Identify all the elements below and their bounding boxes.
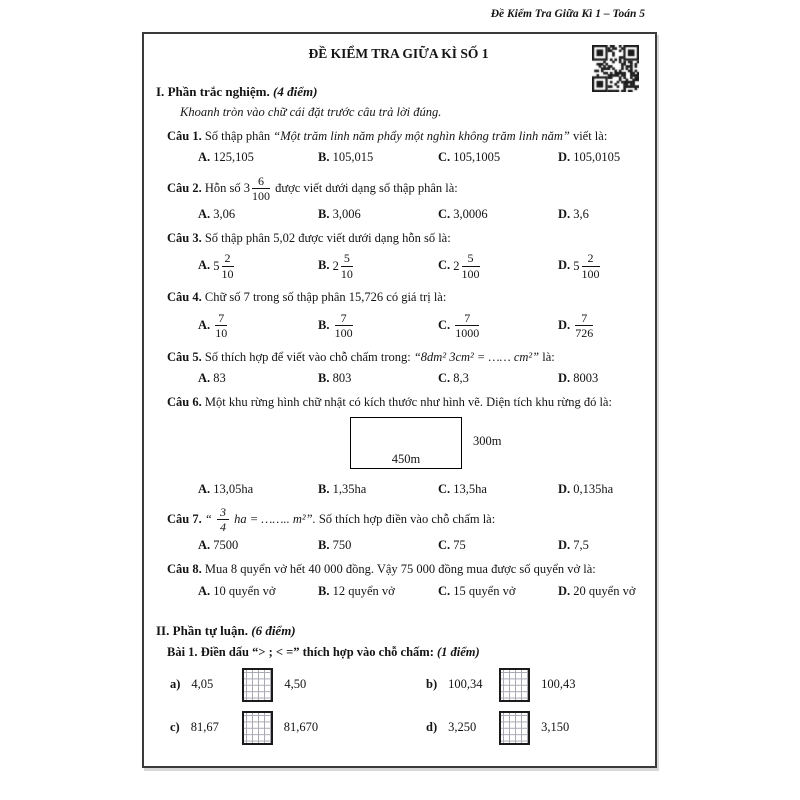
option-letter: A. bbox=[198, 150, 211, 165]
option-letter: A. bbox=[198, 317, 211, 332]
instruction-text: Khoanh tròn vào chữ cái đặt trước câu trả lời đúng. bbox=[180, 105, 442, 119]
mixed-number bbox=[332, 251, 355, 281]
option-value: 750 bbox=[332, 538, 352, 552]
exercise-1-items bbox=[170, 668, 641, 745]
right-value: 100,43 bbox=[541, 677, 576, 692]
question-1 bbox=[167, 128, 641, 166]
figure-width-label: 450m bbox=[391, 451, 421, 466]
denominator: 10 bbox=[221, 266, 234, 281]
denominator: 1000 bbox=[455, 326, 480, 341]
numerator: 3 bbox=[217, 506, 229, 521]
option-d bbox=[558, 583, 641, 599]
question-1-stem bbox=[167, 128, 641, 144]
question-8 bbox=[167, 561, 641, 599]
option-a bbox=[198, 370, 318, 386]
section-1-heading bbox=[156, 84, 641, 100]
option-c bbox=[438, 537, 558, 553]
page-header: Đề Kiểm Tra Giữa Kì 1 – Toán 5 bbox=[490, 8, 645, 20]
option-d bbox=[558, 206, 641, 222]
question-4 bbox=[167, 289, 641, 340]
compare-item-c bbox=[170, 711, 426, 745]
numerator: 7 bbox=[455, 312, 479, 327]
fraction bbox=[455, 312, 479, 340]
option-b bbox=[318, 206, 438, 222]
exercise-1-label: Bài 1. bbox=[167, 644, 198, 659]
option-value: 13,05ha bbox=[213, 481, 254, 496]
question-5-options bbox=[198, 370, 641, 386]
question-6-stem bbox=[167, 394, 641, 410]
question-1-options bbox=[198, 149, 641, 165]
item-key: c) bbox=[170, 720, 180, 735]
option-letter: D. bbox=[558, 583, 571, 598]
rectangle-figure bbox=[350, 417, 502, 469]
option-value: 13,5ha bbox=[453, 481, 487, 496]
option-letter: D. bbox=[558, 317, 571, 332]
option-letter: B. bbox=[318, 206, 330, 221]
section-2-numeral: II. bbox=[156, 622, 170, 638]
option-value: 3,0006 bbox=[453, 206, 488, 221]
numerator: 2 bbox=[582, 252, 600, 267]
option-letter: C. bbox=[438, 371, 451, 386]
compare-item-d bbox=[426, 711, 641, 745]
option-b bbox=[318, 149, 438, 165]
figure-wrapper bbox=[350, 417, 502, 469]
exercise-1-heading bbox=[167, 645, 641, 660]
mixed-number bbox=[243, 173, 272, 204]
test-sheet bbox=[142, 32, 657, 768]
item-key: d) bbox=[426, 720, 438, 735]
question-1-pre: Số thập phân bbox=[204, 129, 271, 143]
option-d bbox=[558, 311, 641, 341]
left-value: 81,67 bbox=[190, 720, 219, 735]
option-value: 3,006 bbox=[332, 206, 361, 221]
option-b bbox=[318, 481, 438, 497]
question-2 bbox=[167, 174, 641, 222]
exercise-1-points: (1 điểm) bbox=[437, 644, 480, 659]
question-7-mid: ha = …….. m²”. bbox=[234, 511, 316, 526]
question-8-label: Câu 8. bbox=[167, 562, 202, 577]
left-value: 100,34 bbox=[448, 677, 483, 692]
question-7-post: Số thích hợp điền vào chỗ chấm là: bbox=[318, 511, 496, 526]
option-letter: D. bbox=[558, 206, 571, 221]
denominator: 4 bbox=[219, 520, 226, 535]
question-2-label: Câu 2. bbox=[167, 180, 202, 195]
question-6 bbox=[167, 394, 641, 497]
question-8-stem bbox=[167, 561, 641, 577]
option-value: 105,0105 bbox=[573, 150, 621, 165]
option-letter: C. bbox=[438, 481, 451, 496]
whole-part: 3 bbox=[243, 181, 251, 196]
question-3-stem bbox=[167, 230, 641, 246]
fraction bbox=[341, 252, 353, 280]
option-d bbox=[558, 370, 641, 386]
compare-item-b bbox=[426, 668, 641, 702]
option-letter: B. bbox=[318, 481, 330, 496]
question-2-options bbox=[198, 206, 641, 222]
numerator: 7 bbox=[335, 312, 353, 327]
denominator: 10 bbox=[215, 326, 228, 341]
denominator: 100 bbox=[461, 266, 480, 281]
option-value: 125,105 bbox=[213, 150, 254, 165]
option-a bbox=[198, 537, 318, 553]
whole-part: 2 bbox=[453, 259, 460, 274]
option-c bbox=[438, 251, 558, 281]
question-5-stem bbox=[167, 349, 641, 365]
option-letter: C. bbox=[438, 258, 451, 273]
option-letter: B. bbox=[318, 317, 330, 332]
left-value: 4,05 bbox=[191, 677, 214, 692]
whole-part: 5 bbox=[573, 259, 580, 274]
section-1-title: Phần trắc nghiệm. bbox=[167, 84, 270, 99]
numerator: 2 bbox=[222, 252, 234, 267]
section-2-points: (6 điểm) bbox=[251, 622, 296, 638]
option-letter: D. bbox=[558, 481, 571, 496]
question-5-post: là: bbox=[542, 349, 555, 364]
option-a bbox=[198, 251, 318, 281]
option-letter: C. bbox=[438, 583, 451, 598]
option-letter: C. bbox=[438, 538, 451, 552]
question-1-quote: “Một trăm linh năm phẩy một nghìn không trăm linh năm” bbox=[273, 129, 570, 143]
option-a bbox=[198, 481, 318, 497]
option-value: 20 quyển vở bbox=[573, 583, 636, 598]
option-d bbox=[558, 149, 641, 165]
question-3-options bbox=[198, 251, 641, 281]
question-8-text: Mua 8 quyển vở hết 40 000 đồng. Vậy 75 000 đồng mua được số quyển vở là: bbox=[204, 562, 596, 577]
question-5-quote: “8dm² 3cm² = …… cm²” bbox=[413, 349, 540, 364]
fraction bbox=[252, 175, 270, 203]
option-letter: A. bbox=[198, 481, 211, 496]
question-7-label: Câu 7. bbox=[167, 511, 202, 526]
option-b bbox=[318, 583, 438, 599]
answer-box bbox=[242, 711, 273, 745]
question-6-options bbox=[198, 481, 641, 497]
denominator: 100 bbox=[334, 326, 353, 341]
question-4-label: Câu 4. bbox=[167, 290, 202, 305]
figure-height-label: 300m bbox=[473, 433, 502, 448]
option-value: 803 bbox=[332, 371, 352, 386]
option-letter: C. bbox=[438, 317, 451, 332]
section-1-numeral: I. bbox=[156, 84, 165, 99]
option-value: 3,6 bbox=[573, 206, 589, 221]
denominator: 100 bbox=[581, 266, 600, 281]
fraction bbox=[335, 312, 353, 340]
option-letter: B. bbox=[318, 371, 330, 386]
section-2-heading bbox=[156, 623, 641, 639]
option-letter: B. bbox=[318, 583, 330, 598]
fraction bbox=[217, 506, 229, 534]
option-a bbox=[198, 311, 318, 341]
item-key: b) bbox=[426, 677, 438, 692]
option-letter: A. bbox=[198, 538, 211, 552]
option-value: 105,015 bbox=[332, 150, 374, 165]
question-5 bbox=[167, 349, 641, 387]
answer-box bbox=[242, 668, 273, 702]
option-letter: B. bbox=[318, 538, 330, 552]
mixed-number bbox=[573, 251, 601, 281]
question-2-stem bbox=[167, 174, 641, 204]
option-letter: C. bbox=[438, 150, 451, 165]
question-6-text: Một khu rừng hình chữ nhật có kích thước như hình vẽ. Diện tích khu rừng đó là: bbox=[204, 395, 612, 410]
question-1-post: viết là: bbox=[572, 129, 608, 143]
numerator: 5 bbox=[462, 252, 480, 267]
whole-part: 5 bbox=[213, 259, 220, 274]
option-letter: A. bbox=[198, 206, 211, 221]
fraction bbox=[222, 252, 234, 280]
option-value: 3,06 bbox=[213, 206, 236, 221]
numerator: 6 bbox=[252, 175, 270, 190]
option-c bbox=[438, 149, 558, 165]
open-quote: “ bbox=[204, 511, 212, 526]
question-7-options bbox=[198, 537, 641, 553]
question-2-pre: Hỗn số bbox=[204, 180, 241, 195]
numerator: 5 bbox=[341, 252, 353, 267]
answer-box bbox=[499, 668, 530, 702]
right-value: 4,50 bbox=[284, 677, 307, 692]
option-letter: A. bbox=[198, 258, 211, 273]
option-value: 75 bbox=[453, 538, 466, 552]
right-value: 3,150 bbox=[541, 720, 570, 735]
mixed-number bbox=[213, 251, 235, 281]
question-3-text: Số thập phân 5,02 được viết dưới dạng hỗn số là: bbox=[204, 230, 451, 245]
option-c bbox=[438, 311, 558, 341]
option-c bbox=[438, 481, 558, 497]
option-d bbox=[558, 251, 641, 281]
option-letter: D. bbox=[558, 150, 571, 165]
question-7-stem bbox=[167, 505, 641, 535]
option-b bbox=[318, 251, 438, 281]
option-value: 83 bbox=[213, 371, 226, 386]
option-letter: A. bbox=[198, 583, 211, 598]
item-key: a) bbox=[170, 677, 181, 692]
denominator: 100 bbox=[252, 189, 271, 204]
left-value: 3,250 bbox=[448, 720, 477, 735]
question-6-label: Câu 6. bbox=[167, 395, 202, 410]
section-1-points: (4 điểm) bbox=[273, 84, 318, 99]
option-b bbox=[318, 311, 438, 341]
option-value: 7,5 bbox=[573, 538, 589, 552]
fraction bbox=[462, 252, 480, 280]
option-c bbox=[438, 206, 558, 222]
option-letter: D. bbox=[558, 258, 571, 273]
option-b bbox=[318, 370, 438, 386]
fraction bbox=[582, 252, 600, 280]
option-value: 15 quyển vở bbox=[453, 583, 516, 598]
option-value: 105,1005 bbox=[453, 150, 501, 165]
whole-part: 2 bbox=[332, 259, 339, 274]
denominator: 726 bbox=[575, 326, 594, 341]
numerator: 7 bbox=[575, 312, 593, 327]
question-4-text: Chữ số 7 trong số thập phân 15,726 có giá trị là: bbox=[204, 290, 447, 305]
option-letter: B. bbox=[318, 258, 330, 273]
right-value: 81,670 bbox=[283, 720, 319, 735]
question-3-label: Câu 3. bbox=[167, 230, 202, 245]
page-title: ĐỀ KIỂM TRA GIỮA KÌ SỐ 1 bbox=[308, 46, 489, 61]
mixed-number bbox=[453, 251, 481, 281]
option-letter: B. bbox=[318, 150, 330, 165]
option-value: 10 quyển vở bbox=[213, 583, 276, 598]
option-a bbox=[198, 149, 318, 165]
question-5-label: Câu 5. bbox=[167, 349, 202, 364]
option-value: 8,3 bbox=[453, 371, 469, 386]
question-3 bbox=[167, 230, 641, 281]
question-4-options bbox=[198, 311, 641, 341]
exercise-1-text: Điền dấu “> ; < =” thích hợp vào chỗ chấm: bbox=[200, 644, 434, 659]
question-4-stem bbox=[167, 289, 641, 305]
option-value: 8003 bbox=[573, 371, 599, 386]
option-value: 7500 bbox=[213, 538, 239, 552]
option-letter: D. bbox=[558, 371, 571, 386]
fraction bbox=[575, 312, 593, 340]
option-d bbox=[558, 537, 641, 553]
compare-item-a bbox=[170, 668, 426, 702]
option-c bbox=[438, 370, 558, 386]
option-c bbox=[438, 583, 558, 599]
option-d bbox=[558, 481, 641, 497]
fraction bbox=[215, 312, 227, 340]
answer-box bbox=[499, 711, 530, 745]
question-7 bbox=[167, 505, 641, 553]
option-a bbox=[198, 583, 318, 599]
question-5-pre: Số thích hợp để viết vào chỗ chấm trong: bbox=[204, 349, 411, 364]
option-b bbox=[318, 537, 438, 553]
question-1-label: Câu 1. bbox=[167, 129, 202, 143]
option-value: 1,35ha bbox=[332, 481, 367, 496]
option-value: 12 quyển vở bbox=[332, 583, 395, 598]
option-value: 0,135ha bbox=[573, 481, 614, 496]
qr-code-icon bbox=[592, 45, 639, 92]
numerator: 7 bbox=[215, 312, 227, 327]
option-letter: A. bbox=[198, 371, 211, 386]
option-a bbox=[198, 206, 318, 222]
option-letter: C. bbox=[438, 206, 451, 221]
question-2-post: được viết dưới dạng số thập phân là: bbox=[275, 180, 458, 195]
section-2-title: Phần tự luận. bbox=[172, 622, 248, 638]
denominator: 10 bbox=[340, 266, 353, 281]
option-letter: D. bbox=[558, 538, 571, 552]
question-8-options bbox=[198, 583, 641, 599]
